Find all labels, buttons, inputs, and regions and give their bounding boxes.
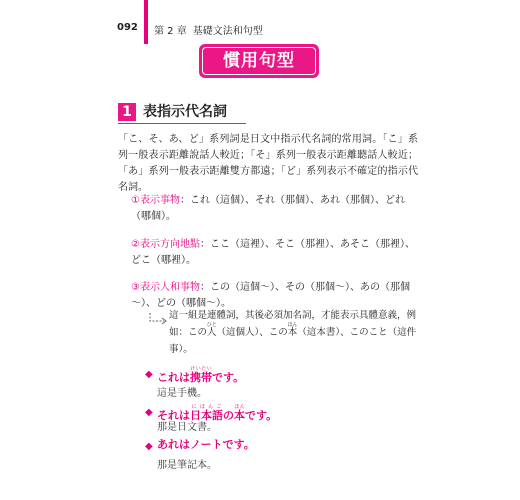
usage-label: ①表示事物 [131,195,180,206]
usage-text: ：ここ（這裡）、そこ（那裡）、あそこ（那裡）、どこ（哪裡）。 [131,239,415,266]
example-jp-part: それは [157,409,190,422]
ruby-hon-2 [234,404,245,422]
section-title: 表指示代名詞 [143,104,227,120]
usage-text: ：この（這個～）、その（那個～）、あの（那個～）、どの（哪個～）。 [131,282,410,309]
section-banner [199,44,319,78]
bullet-icon: ◆ [145,407,153,418]
kanji-hon-2: 本 [234,409,245,422]
note-arrow-icon [148,313,170,327]
example-translation-2: 那是日文書。 [157,422,217,433]
usage-item-things [131,193,421,225]
bullet-icon: ◆ [145,441,153,452]
note-line-2c: （這本書）、このこと（這件 [297,327,417,338]
example-jp-part: の [223,409,234,422]
kanji-nihongo: 日本語 [190,409,223,422]
example-jp-part: これは [157,371,190,384]
ruby-keitai [190,366,212,384]
example-jp-part: です。 [245,409,278,422]
chapter-number: 第 2 章 [154,26,187,37]
furigana-hon: ほん [287,322,298,328]
section-underline [118,123,246,124]
furigana-hito: ひと [206,322,217,328]
note-line-3: 事）。 [169,344,193,355]
furigana-hon-2: ほん [234,404,245,410]
note-line-2b: （這個人）、この [216,327,288,338]
example-sentence-3: あれはノートです。 [157,438,255,451]
header-accent-bar [144,0,148,44]
kanji-keitai: 携帯 [190,371,212,384]
intro-paragraph: 「こ、そ、あ、ど」系列詞是日文中指示代名詞的常用詞。「こ」系列一般表示距離說話人較近；「そ」系列一般表示距離聽話人較近；「あ」系列一般表示距離雙方都遠；「ど」系列表示不確定的指示代名詞。 [118,134,418,193]
usage-item-places [131,237,421,269]
kanji-hon: 本 [287,327,298,338]
example-sentence-1 [157,366,244,385]
note-line-1: 這一組是連體詞，其後必須加名詞，才能表示具體意義，例 [169,310,417,321]
chapter-heading [154,22,263,37]
ruby-hito [206,322,217,338]
chapter-title: 基礎文法和句型 [192,26,263,37]
bullet-icon: ◆ [145,369,153,380]
ruby-hon [287,322,298,338]
furigana-nihongo: にほんご [190,404,223,410]
section-number: 1 [118,103,136,121]
usage-label: ③表示人和事物 [131,282,200,293]
banner-title: 慣用句型 [202,47,316,75]
page-number: 092 [117,22,138,33]
example-translation-1: 這是手機。 [157,388,207,399]
furigana-keitai: けいたい [190,366,212,372]
example-translation-3: 那是筆記本。 [157,460,217,471]
kanji-hito: 人 [206,327,217,338]
note-text [169,307,417,358]
note-line-2a: 如：この [169,327,208,338]
usage-text: ：これ（這個）、それ（那個）、あれ（那個）、どれ（哪個）。 [131,195,405,222]
example-jp-part: です。 [212,371,245,384]
usage-label: ②表示方向地點 [131,239,200,250]
